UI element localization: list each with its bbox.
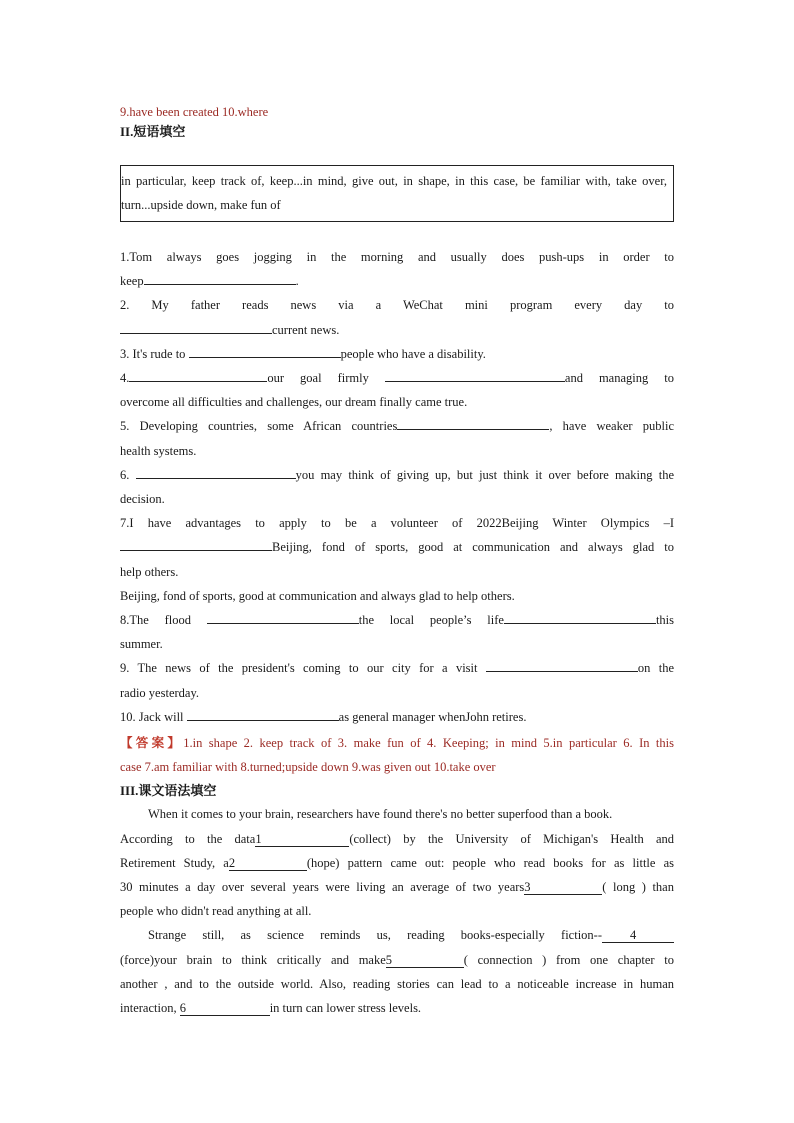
passage-p1-line-4: 30 minutes a day over several years were living an average of two years3 ( long ) than: [120, 880, 674, 895]
answer-blank[interactable]: [120, 320, 272, 334]
answer-blank[interactable]: [397, 416, 549, 430]
passage-p2-line-2: (force)your brain to think critically and make5 ( connection ) from one chapter to: [120, 952, 674, 967]
answer-label: 【答案】: [120, 736, 184, 751]
question-10: 10. Jack will as general manager whenJohn retires.: [120, 705, 674, 729]
question-5-line-2: health systems.: [120, 443, 197, 458]
numbered-blank-5[interactable]: 5: [386, 953, 464, 968]
question-1-line-2: keep .: [120, 269, 674, 293]
answer-blank[interactable]: [129, 368, 267, 382]
document-page: [120, 103, 674, 1020]
answer-blank[interactable]: [187, 707, 339, 721]
passage-p2-line-4: interaction, 6 in turn can lower stress levels.: [120, 1001, 422, 1016]
answer-blank[interactable]: [120, 537, 272, 551]
question-5-line-1: 5. Developing countries, some African countries , have weaker public: [120, 414, 674, 438]
numbered-blank-1[interactable]: 1: [255, 832, 349, 847]
phrase-box: in particular, keep track of, keep...in mind, give out, in shape, in this case, be familiar with, take over, turn...upside down, make fun of: [120, 165, 674, 222]
question-6-line-1: 6. you may think of giving up, but just think it over before making the: [120, 463, 674, 487]
answer-key-line-1: 【答案】1.in shape 2. keep track of 3. make fun of 4. Keeping; in mind 5.in particular 6. In this: [120, 736, 674, 751]
question-2-line-1: 2. My father reads news via a WeChat mini program every day to: [120, 298, 674, 313]
answer-blank[interactable]: [144, 271, 296, 285]
passage-p2-line-1: Strange still, as science reminds us, reading books-especially fiction-- 4: [120, 923, 674, 947]
numbered-blank-4[interactable]: 4: [602, 928, 674, 943]
section-2-title: II.短语填空: [120, 124, 186, 139]
answer-key-line-2: case 7.am familiar with 8.turned;upside down 9.was given out 10.take over: [120, 760, 496, 775]
answer-blank[interactable]: [207, 610, 359, 624]
answer-blank[interactable]: [385, 368, 565, 382]
question-7-line-3: help others.: [120, 564, 179, 579]
question-7-line-4: Beijing, fond of sports, good at communication and always glad to help others.: [120, 588, 515, 603]
passage-p1-line-3: Retirement Study, a2 (hope) pattern came out: people who read books for as little as: [120, 855, 674, 870]
answer-blank[interactable]: [486, 658, 638, 672]
question-7-line-1: 7.I have advantages to apply to be a volunteer of 2022Beijing Winter Olympics –I: [120, 516, 674, 531]
numbered-blank-3[interactable]: 3: [524, 880, 602, 895]
numbered-blank-6[interactable]: 6: [180, 1001, 270, 1016]
question-9-line-2: radio yesterday.: [120, 685, 200, 700]
question-3: 3. It's rude to people who have a disability.: [120, 342, 674, 366]
question-8-line-1: 8.The flood the local people’s life this: [120, 608, 674, 632]
passage-p2-line-3: another , and to the outside world. Also, reading stories can lead to a noticeable increase in human: [120, 976, 674, 991]
question-4-line-2: overcome all difficulties and challenges, our dream finally came true.: [120, 395, 468, 410]
passage-p1-line-2: According to the data1 (collect) by the University of Michigan's Health and: [120, 831, 675, 846]
question-8-line-2: summer.: [120, 637, 163, 652]
question-9-line-1: 9. The news of the president's coming to our city for a visit on the: [120, 656, 674, 680]
answer-blank[interactable]: [136, 465, 296, 479]
question-7-line-2: Beijing, fond of sports, good at communication and always glad to: [120, 535, 674, 559]
section-3-title: III.课文语法填空: [120, 783, 217, 799]
question-1-line-1: 1.Tom always goes jogging in the morning and usually does push-ups in order to: [120, 250, 674, 264]
question-4-line-1: 4. our goal firmly and managing to: [120, 366, 674, 390]
answer-blank[interactable]: [189, 344, 341, 358]
numbered-blank-2[interactable]: 2: [229, 856, 307, 871]
question-2-line-2: current news.: [120, 318, 674, 342]
previous-answers: 9.have been created 10.where: [120, 105, 269, 119]
question-6-line-2: decision.: [120, 492, 165, 507]
passage-p1-line-1: When it comes to your brain, researchers have found there's no better superfood than a book.: [148, 807, 613, 822]
answer-blank[interactable]: [504, 610, 656, 624]
passage-p1-line-5: people who didn't read anything at all.: [120, 904, 312, 919]
